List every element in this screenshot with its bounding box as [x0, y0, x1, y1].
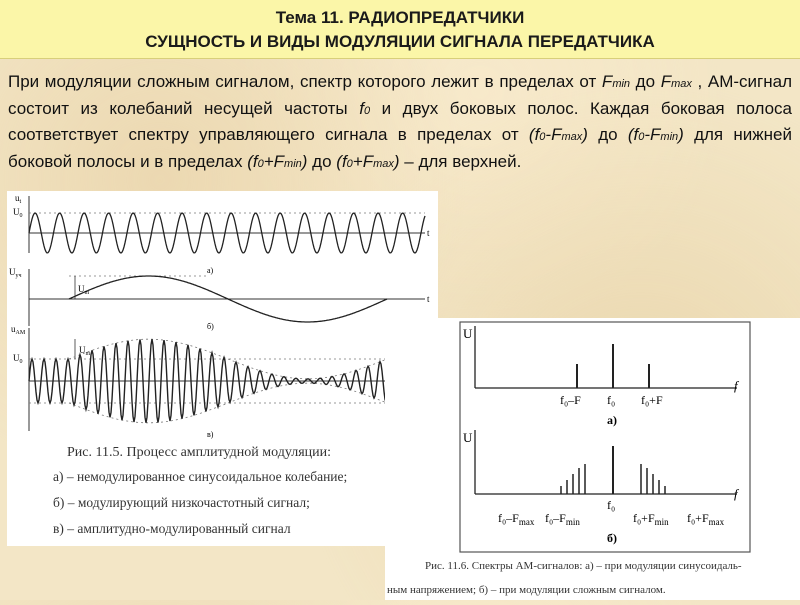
range-text: -F [545, 125, 562, 144]
panel-label-a: а) [207, 266, 214, 275]
plot-c-y-label: $u_{AM}$ [11, 324, 26, 336]
range-text: (f [528, 125, 540, 144]
figure2-caption-line: Рис. 11.6. Спектры АМ-сигналов: а) – при модуляции синусоидаль- [425, 560, 742, 572]
am-spectra-diagram [385, 318, 800, 600]
range-sub: 0 [638, 131, 645, 143]
range-upper-end [336, 152, 399, 171]
para-text: и двух боковых полос. Каждая боковая полоса соответствует спектру управляющего сигнала в пределах от [8, 98, 793, 144]
para-text: , АМ-сигнал состоит из колебаний несущей частоты [8, 72, 792, 118]
para-text: – для верхней. [399, 151, 522, 171]
spectral-label: $f_0-F_{max}$ [498, 511, 535, 527]
fmin-main: F [601, 72, 613, 91]
range-text: (f [627, 125, 639, 144]
fmax-main: F [660, 72, 672, 91]
f0-main: f [359, 98, 364, 118]
para-text: до [307, 151, 337, 171]
para-text: до [630, 72, 661, 91]
fmin-symbol [602, 72, 630, 91]
plot-a-y-label: $u_t$ [15, 193, 22, 205]
range-text: ) [393, 151, 400, 171]
spectral-label: f₀ [607, 393, 616, 407]
fmax-symbol [661, 72, 692, 91]
spectral-label: $f_0-F_{min}$ [545, 511, 580, 527]
range-sub: max [373, 157, 394, 170]
panel-label-a: а) [607, 413, 617, 427]
range-sub: 0 [257, 157, 264, 170]
range-sub: 0 [346, 157, 353, 170]
range-text: +F [352, 151, 374, 171]
plot-c-amp-label: $U_m$ [79, 345, 91, 357]
figure1-caption-title: Рис. 11.5. Процесс амплитудной модуляции: [67, 445, 332, 460]
plot-b-y-label: $U_{уч}$ [9, 267, 22, 279]
fmax-sub: max [671, 78, 692, 90]
explanation-paragraph [8, 70, 792, 176]
figure2-caption-line: ным напряжением; б) – при модуляции сложным сигналом. [387, 584, 666, 596]
panel-label-c: в) [207, 430, 214, 439]
plot-c-level-label: $U_0$ [13, 353, 23, 365]
u-axis-label: U [463, 430, 473, 445]
spectral-label: f₀–F [560, 393, 581, 407]
f0-symbol [359, 99, 370, 118]
spectral-label: f₀+F [641, 393, 663, 407]
spectral-label: $f_0+F_{max}$ [687, 511, 725, 527]
figure1-caption-item: а) – немодулированное синусоидальное колебание; [53, 469, 348, 484]
am-process-diagram [7, 191, 438, 546]
range-text: ) [301, 151, 308, 171]
range-sub: min [284, 157, 302, 170]
figure-am-process [7, 191, 438, 546]
spectral-label: f₀ [607, 498, 616, 512]
spectral-label: $f_0+F_{min}$ [633, 511, 669, 527]
range-sub: 0 [539, 131, 546, 143]
f0-sub: 0 [363, 104, 371, 117]
panel-label-b: б) [607, 531, 617, 545]
range-lower-end [628, 125, 684, 144]
para-text: для нижней боковой полосы и в пределах [8, 125, 792, 171]
plot-b-amp-label: $U_m$ [78, 284, 90, 296]
range-text: -F [644, 125, 661, 144]
range-sub: max [561, 131, 583, 143]
figure1-caption-item: в) – амплитудно-модулированный сигнал [53, 521, 291, 536]
title-banner [0, 0, 800, 59]
range-text: (f [247, 151, 258, 171]
figure1-caption-item: б) – модулирующий низкочастотный сигнал; [53, 495, 310, 510]
para-text: до [587, 125, 628, 144]
figure-am-spectra [385, 318, 800, 600]
range-text: ) [678, 125, 684, 144]
f-axis-label: f [734, 378, 738, 393]
plot-a-level-label: $U_0$ [13, 207, 23, 219]
range-text: (f [336, 151, 347, 171]
plot-a-t-label: t [427, 228, 430, 238]
range-upper-start [247, 152, 307, 171]
range-text: ) [582, 125, 588, 144]
topic-subtitle: СУЩНОСТЬ И ВИДЫ МОДУЛЯЦИИ СИГНАЛА ПЕРЕДАТЧИКА [145, 32, 655, 51]
plot-b-t-label: t [427, 294, 430, 304]
topic-title: Тема 11. РАДИОПРЕДАТЧИКИ [275, 8, 525, 27]
range-lower-start [529, 125, 588, 144]
range-sub: min [660, 131, 679, 143]
panel-label-b: б) [207, 322, 214, 331]
f-axis-label: f [734, 486, 738, 501]
range-text: +F [263, 151, 285, 171]
para-text: При модуляции сложным сигналом, спектр которого лежит в пределах от [8, 72, 602, 91]
u-axis-label: U [463, 326, 473, 341]
sideband-lines [561, 446, 665, 494]
fmin-sub: min [612, 78, 631, 90]
